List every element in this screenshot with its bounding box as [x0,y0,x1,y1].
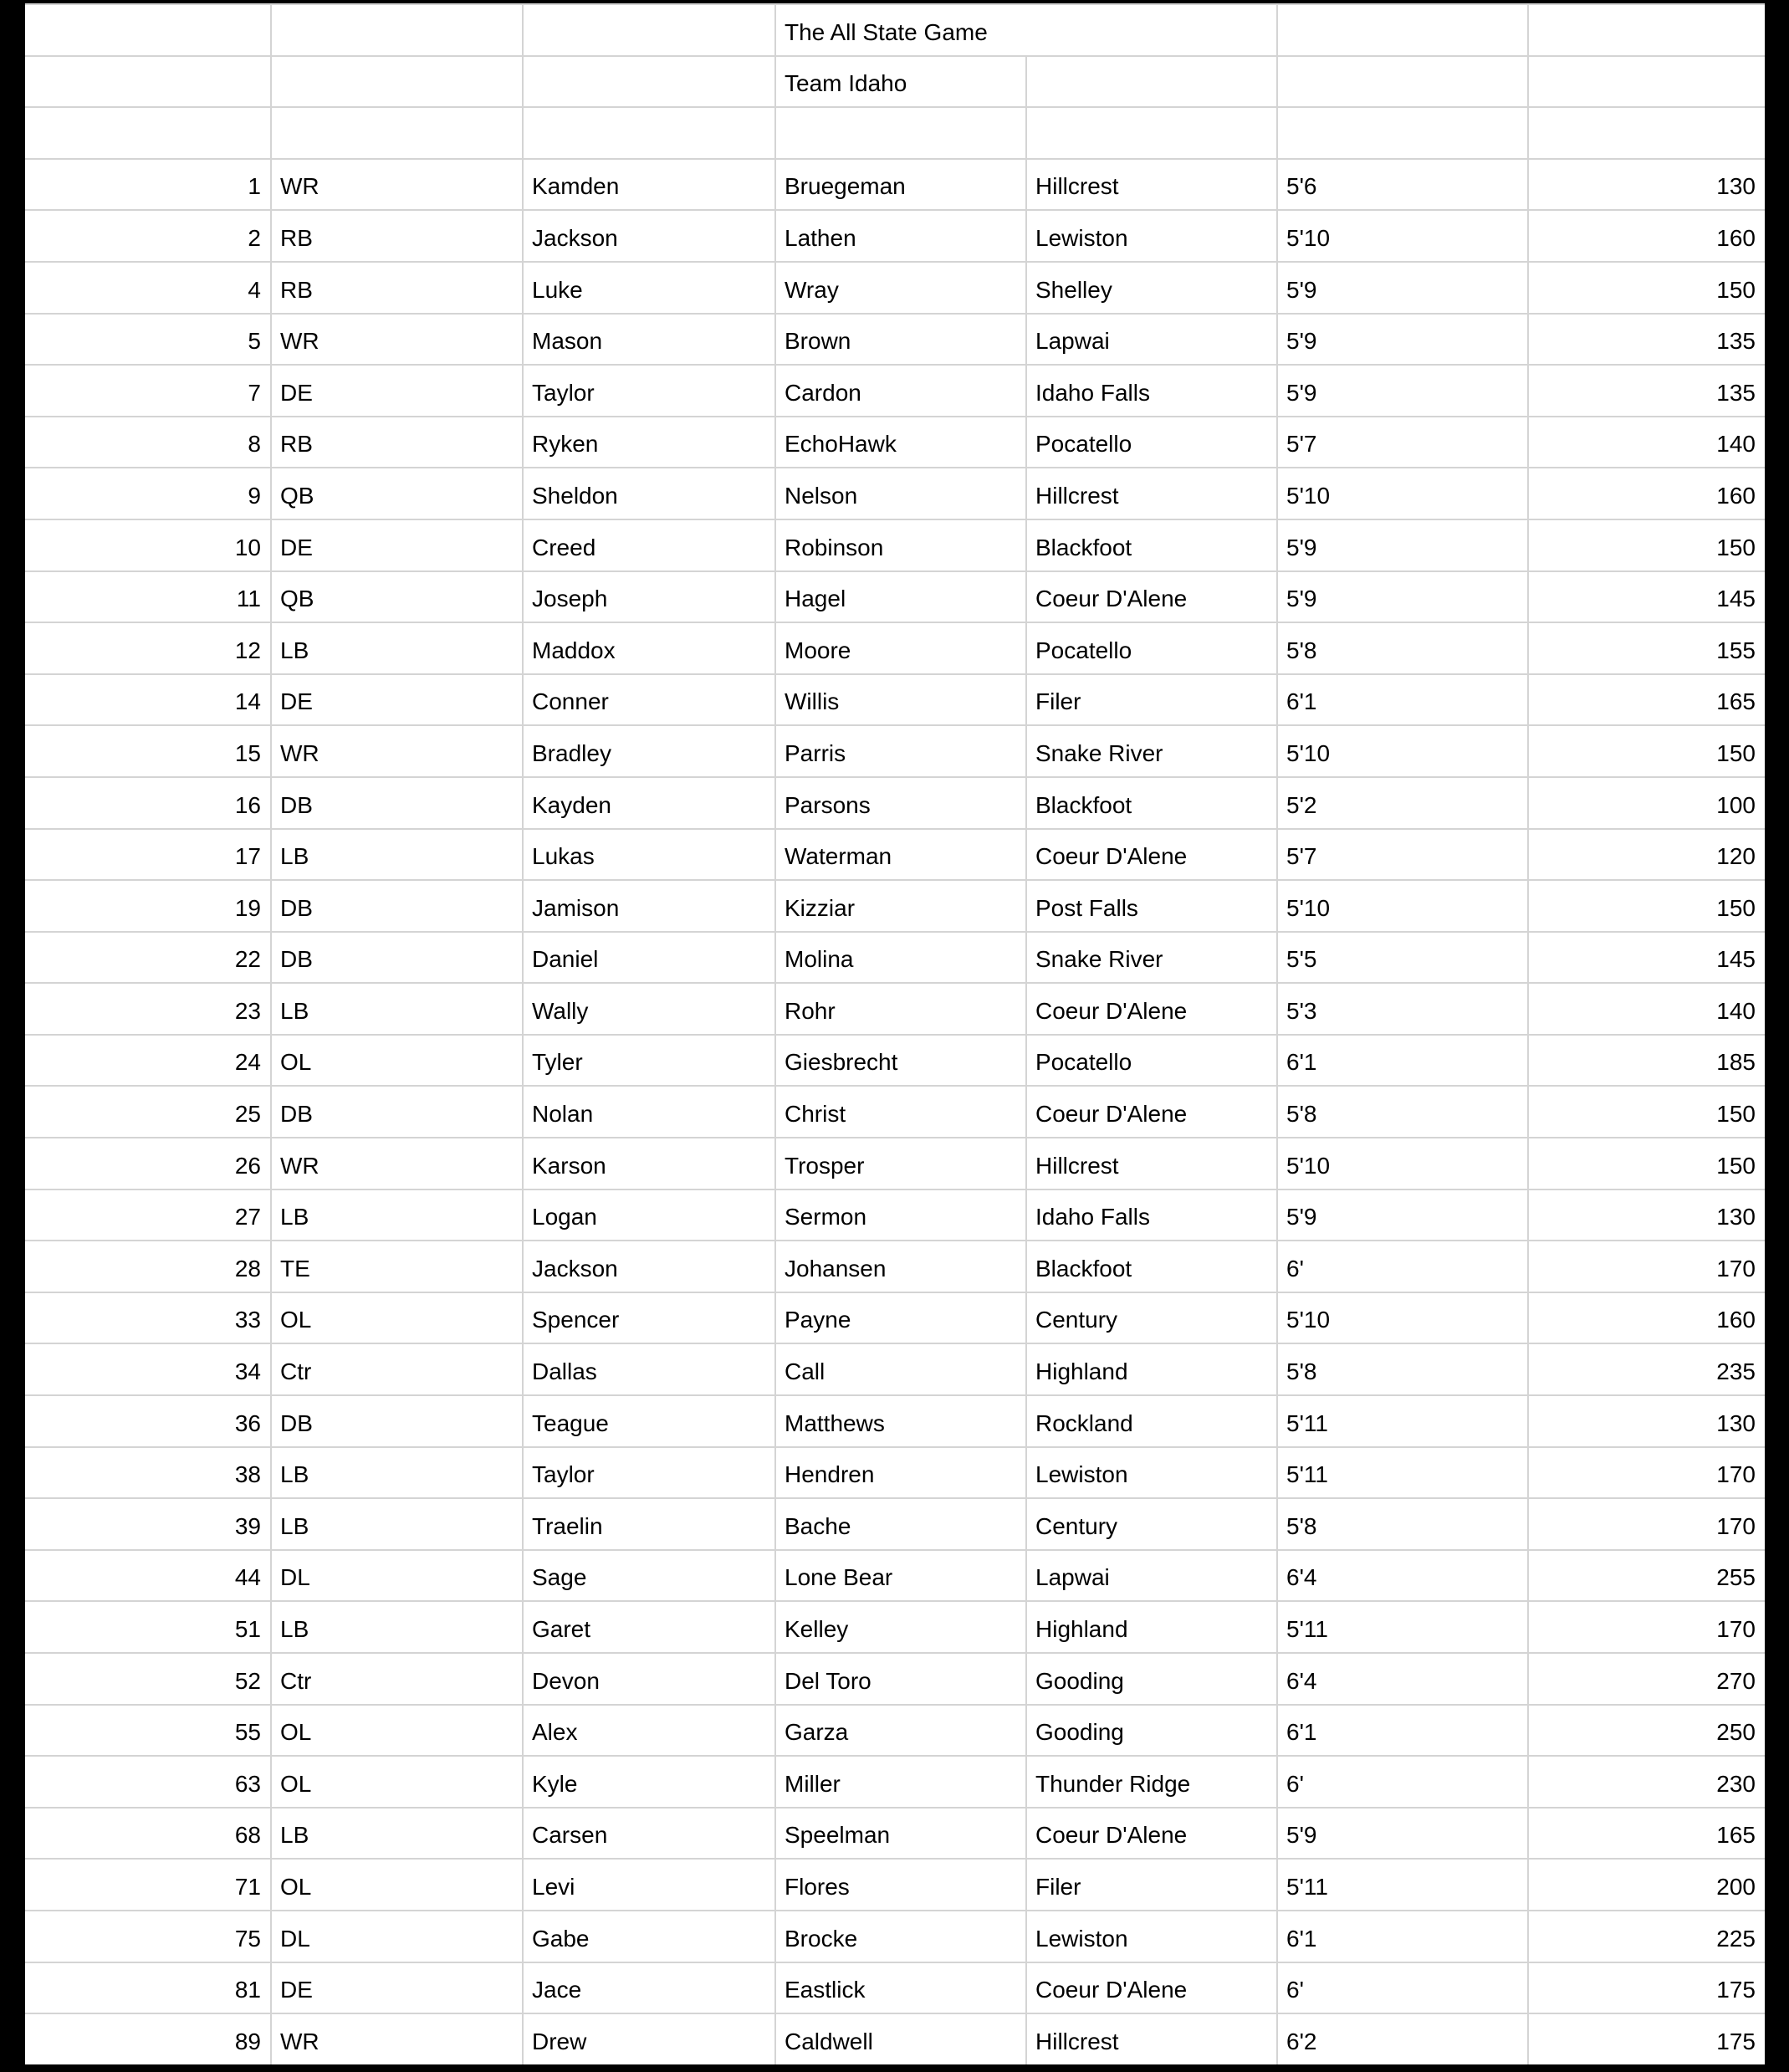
cell-weight[interactable]: 160 [1529,468,1765,519]
cell-height[interactable]: 5'10 [1278,1138,1527,1189]
cell-weight[interactable]: 165 [1529,1809,1765,1859]
cell-height[interactable]: 5'9 [1278,366,1527,416]
cell-last-name[interactable]: Sermon [776,1190,1025,1241]
cell-first-name[interactable]: Gabe [524,1911,774,1962]
cell-height[interactable]: 5'9 [1278,315,1527,365]
cell-last-name[interactable]: Parsons [776,778,1025,828]
cell-weight[interactable]: 235 [1529,1344,1765,1394]
empty-cell[interactable] [776,108,1025,158]
cell-school[interactable]: Coeur D'Alene [1027,830,1276,880]
cell-weight[interactable]: 145 [1529,933,1765,983]
empty-cell[interactable] [25,108,270,158]
empty-cell[interactable] [1027,57,1276,107]
cell-position[interactable]: LB [272,1190,522,1241]
cell-weight[interactable]: 155 [1529,623,1765,673]
cell-first-name[interactable]: Alex [524,1706,774,1756]
cell-school[interactable]: Gooding [1027,1706,1276,1756]
cell-school[interactable]: Hillcrest [1027,468,1276,519]
cell-height[interactable]: 5'9 [1278,1190,1527,1241]
empty-cell[interactable] [272,108,522,158]
cell-weight[interactable]: 175 [1529,2014,1765,2064]
cell-last-name[interactable]: Kizziar [776,881,1025,931]
cell-school[interactable]: Snake River [1027,726,1276,776]
cell-height[interactable]: 5'3 [1278,984,1527,1034]
cell-number[interactable]: 11 [25,572,270,622]
cell-last-name[interactable]: EchoHawk [776,417,1025,468]
cell-height[interactable]: 5'8 [1278,1344,1527,1394]
cell-first-name[interactable]: Conner [524,675,774,725]
cell-position[interactable]: WR [272,726,522,776]
cell-first-name[interactable]: Traelin [524,1499,774,1549]
cell-school[interactable]: Snake River [1027,933,1276,983]
cell-weight[interactable]: 130 [1529,1190,1765,1241]
cell-weight[interactable]: 120 [1529,830,1765,880]
cell-height[interactable]: 6'4 [1278,1654,1527,1704]
cell-position[interactable]: TE [272,1241,522,1292]
cell-last-name[interactable]: Caldwell [776,2014,1025,2064]
cell-number[interactable]: 12 [25,623,270,673]
cell-position[interactable]: DB [272,1087,522,1137]
cell-number[interactable]: 5 [25,315,270,365]
cell-school[interactable]: Highland [1027,1344,1276,1394]
cell-last-name[interactable]: Willis [776,675,1025,725]
cell-weight[interactable]: 140 [1529,984,1765,1034]
cell-position[interactable]: DE [272,675,522,725]
spreadsheet [25,3,1765,2064]
cell-school[interactable]: Lapwai [1027,315,1276,365]
cell-first-name[interactable]: Joseph [524,572,774,622]
empty-cell[interactable] [1529,108,1765,158]
empty-cell[interactable] [1027,108,1276,158]
cell-last-name[interactable]: Nelson [776,468,1025,519]
cell-number[interactable]: 10 [25,520,270,570]
cell-position[interactable]: LB [272,984,522,1034]
cell-last-name[interactable]: Payne [776,1293,1025,1343]
cell-weight[interactable]: 200 [1529,1860,1765,1910]
cell-height[interactable]: 6' [1278,1963,1527,2013]
cell-weight[interactable]: 150 [1529,263,1765,313]
empty-cell[interactable] [1529,5,1765,55]
cell-first-name[interactable]: Drew [524,2014,774,2064]
cell-last-name[interactable]: Parris [776,726,1025,776]
cell-first-name[interactable]: Luke [524,263,774,313]
cell-number[interactable]: 1 [25,160,270,210]
cell-number[interactable]: 4 [25,263,270,313]
cell-last-name[interactable]: Brocke [776,1911,1025,1962]
cell-school[interactable]: Hillcrest [1027,160,1276,210]
cell-school[interactable]: Coeur D'Alene [1027,1087,1276,1137]
cell-first-name[interactable]: Garet [524,1602,774,1652]
cell-weight[interactable]: 150 [1529,881,1765,931]
empty-cell[interactable] [524,57,774,107]
cell-position[interactable]: Ctr [272,1654,522,1704]
cell-school[interactable]: Thunder Ridge [1027,1757,1276,1807]
cell-school[interactable]: Idaho Falls [1027,366,1276,416]
cell-school[interactable]: Shelley [1027,263,1276,313]
cell-last-name[interactable]: Brown [776,315,1025,365]
cell-number[interactable]: 16 [25,778,270,828]
cell-number[interactable]: 63 [25,1757,270,1807]
cell-number[interactable]: 34 [25,1344,270,1394]
cell-height[interactable]: 6'1 [1278,675,1527,725]
cell-first-name[interactable]: Taylor [524,366,774,416]
cell-height[interactable]: 6'4 [1278,1551,1527,1601]
cell-number[interactable]: 2 [25,211,270,261]
cell-weight[interactable]: 130 [1529,160,1765,210]
empty-cell[interactable] [25,5,270,55]
cell-weight[interactable]: 135 [1529,315,1765,365]
cell-position[interactable]: WR [272,1138,522,1189]
cell-first-name[interactable]: Lukas [524,830,774,880]
spreadsheet-grid [25,3,1765,2064]
cell-position[interactable]: DL [272,1911,522,1962]
cell-first-name[interactable]: Jackson [524,211,774,261]
cell-height[interactable]: 5'10 [1278,468,1527,519]
cell-weight[interactable]: 145 [1529,572,1765,622]
cell-last-name[interactable]: Matthews [776,1396,1025,1446]
cell-first-name[interactable]: Jackson [524,1241,774,1292]
cell-position[interactable]: DB [272,881,522,931]
cell-number[interactable]: 75 [25,1911,270,1962]
cell-last-name[interactable]: Kelley [776,1602,1025,1652]
cell-weight[interactable]: 270 [1529,1654,1765,1704]
cell-weight[interactable]: 150 [1529,726,1765,776]
cell-height[interactable]: 5'2 [1278,778,1527,828]
cell-height[interactable]: 6'1 [1278,1036,1527,1086]
cell-school[interactable]: Rockland [1027,1396,1276,1446]
cell-height[interactable]: 5'8 [1278,1499,1527,1549]
cell-last-name[interactable]: Flores [776,1860,1025,1910]
empty-cell[interactable] [1278,5,1527,55]
sheet-title-cell[interactable]: The All State Game [776,5,1276,55]
cell-last-name[interactable]: Rohr [776,984,1025,1034]
cell-number[interactable]: 15 [25,726,270,776]
cell-last-name[interactable]: Bache [776,1499,1025,1549]
cell-weight[interactable]: 170 [1529,1241,1765,1292]
cell-height[interactable]: 5'11 [1278,1602,1527,1652]
cell-first-name[interactable]: Maddox [524,623,774,673]
cell-last-name[interactable]: Eastlick [776,1963,1025,2013]
cell-number[interactable]: 17 [25,830,270,880]
empty-cell[interactable] [1529,57,1765,107]
cell-position[interactable]: WR [272,160,522,210]
cell-height[interactable]: 6'2 [1278,2014,1527,2064]
cell-weight[interactable]: 160 [1529,211,1765,261]
cell-weight[interactable]: 230 [1529,1757,1765,1807]
cell-number[interactable]: 9 [25,468,270,519]
cell-last-name[interactable]: Speelman [776,1809,1025,1859]
cell-height[interactable]: 6'1 [1278,1706,1527,1756]
cell-last-name[interactable]: Christ [776,1087,1025,1137]
cell-number[interactable]: 55 [25,1706,270,1756]
cell-height[interactable]: 5'8 [1278,623,1527,673]
cell-last-name[interactable]: Hendren [776,1448,1025,1498]
cell-first-name[interactable]: Teague [524,1396,774,1446]
cell-position[interactable]: Ctr [272,1344,522,1394]
cell-position[interactable]: DE [272,366,522,416]
cell-first-name[interactable]: Creed [524,520,774,570]
cell-school[interactable]: Pocatello [1027,417,1276,468]
cell-weight[interactable]: 170 [1529,1499,1765,1549]
cell-number[interactable]: 7 [25,366,270,416]
cell-position[interactable]: DB [272,778,522,828]
cell-height[interactable]: 5'11 [1278,1860,1527,1910]
cell-first-name[interactable]: Spencer [524,1293,774,1343]
cell-last-name[interactable]: Molina [776,933,1025,983]
cell-first-name[interactable]: Dallas [524,1344,774,1394]
cell-position[interactable]: LB [272,1499,522,1549]
cell-weight[interactable]: 185 [1529,1036,1765,1086]
cell-height[interactable]: 5'7 [1278,830,1527,880]
cell-position[interactable]: QB [272,572,522,622]
cell-first-name[interactable]: Taylor [524,1448,774,1498]
cell-first-name[interactable]: Levi [524,1860,774,1910]
cell-weight[interactable]: 135 [1529,366,1765,416]
cell-number[interactable]: 81 [25,1963,270,2013]
cell-position[interactable]: WR [272,2014,522,2064]
cell-number[interactable]: 52 [25,1654,270,1704]
cell-last-name[interactable]: Wray [776,263,1025,313]
cell-first-name[interactable]: Tyler [524,1036,774,1086]
cell-school[interactable]: Highland [1027,1602,1276,1652]
cell-height[interactable]: 5'5 [1278,933,1527,983]
cell-position[interactable]: RB [272,211,522,261]
cell-first-name[interactable]: Devon [524,1654,774,1704]
cell-weight[interactable]: 100 [1529,778,1765,828]
cell-last-name[interactable]: Lone Bear [776,1551,1025,1601]
cell-school[interactable]: Pocatello [1027,623,1276,673]
cell-school[interactable]: Blackfoot [1027,1241,1276,1292]
cell-position[interactable]: OL [272,1757,522,1807]
cell-school[interactable]: Lewiston [1027,1911,1276,1962]
cell-number[interactable]: 39 [25,1499,270,1549]
cell-first-name[interactable]: Kamden [524,160,774,210]
cell-last-name[interactable]: Johansen [776,1241,1025,1292]
cell-school[interactable]: Coeur D'Alene [1027,984,1276,1034]
empty-cell[interactable] [272,57,522,107]
cell-number[interactable]: 71 [25,1860,270,1910]
cell-weight[interactable]: 150 [1529,520,1765,570]
cell-first-name[interactable]: Daniel [524,933,774,983]
empty-cell[interactable] [1278,108,1527,158]
cell-first-name[interactable]: Karson [524,1138,774,1189]
cell-number[interactable]: 14 [25,675,270,725]
cell-number[interactable]: 23 [25,984,270,1034]
cell-first-name[interactable]: Carsen [524,1809,774,1859]
cell-last-name[interactable]: Cardon [776,366,1025,416]
cell-last-name[interactable]: Lathen [776,211,1025,261]
cell-school[interactable]: Century [1027,1293,1276,1343]
cell-number[interactable]: 51 [25,1602,270,1652]
empty-cell[interactable] [25,57,270,107]
cell-height[interactable]: 5'9 [1278,572,1527,622]
cell-weight[interactable]: 150 [1529,1087,1765,1137]
cell-school[interactable]: Filer [1027,1860,1276,1910]
cell-first-name[interactable]: Sheldon [524,468,774,519]
cell-number[interactable]: 22 [25,933,270,983]
cell-number[interactable]: 24 [25,1036,270,1086]
cell-weight[interactable]: 160 [1529,1293,1765,1343]
cell-height[interactable]: 5'10 [1278,211,1527,261]
cell-school[interactable]: Filer [1027,675,1276,725]
cell-position[interactable]: LB [272,1448,522,1498]
cell-height[interactable]: 5'10 [1278,881,1527,931]
cell-school[interactable]: Coeur D'Alene [1027,572,1276,622]
cell-position[interactable]: DB [272,1396,522,1446]
cell-height[interactable]: 5'7 [1278,417,1527,468]
cell-position[interactable]: RB [272,417,522,468]
cell-weight[interactable]: 150 [1529,1138,1765,1189]
cell-position[interactable]: OL [272,1036,522,1086]
empty-cell[interactable] [272,5,522,55]
cell-last-name[interactable]: Del Toro [776,1654,1025,1704]
cell-height[interactable]: 5'11 [1278,1396,1527,1446]
cell-school[interactable]: Lapwai [1027,1551,1276,1601]
cell-last-name[interactable]: Miller [776,1757,1025,1807]
cell-last-name[interactable]: Giesbrecht [776,1036,1025,1086]
cell-first-name[interactable]: Logan [524,1190,774,1241]
cell-school[interactable]: Lewiston [1027,1448,1276,1498]
cell-height[interactable]: 5'10 [1278,726,1527,776]
cell-school[interactable]: Hillcrest [1027,1138,1276,1189]
cell-position[interactable]: DB [272,933,522,983]
cell-number[interactable]: 27 [25,1190,270,1241]
cell-number[interactable]: 89 [25,2014,270,2064]
cell-position[interactable]: LB [272,830,522,880]
cell-first-name[interactable]: Wally [524,984,774,1034]
cell-last-name[interactable]: Garza [776,1706,1025,1756]
empty-cell[interactable] [524,5,774,55]
sheet-subtitle-cell[interactable]: Team Idaho [776,57,1025,107]
cell-position[interactable]: OL [272,1860,522,1910]
cell-school[interactable]: Blackfoot [1027,778,1276,828]
empty-cell[interactable] [524,108,774,158]
cell-number[interactable]: 28 [25,1241,270,1292]
cell-last-name[interactable]: Moore [776,623,1025,673]
cell-first-name[interactable]: Bradley [524,726,774,776]
cell-height[interactable]: 5'11 [1278,1448,1527,1498]
cell-school[interactable]: Century [1027,1499,1276,1549]
empty-cell[interactable] [1278,57,1527,107]
cell-position[interactable]: DE [272,1963,522,2013]
cell-height[interactable]: 5'8 [1278,1087,1527,1137]
cell-school[interactable]: Lewiston [1027,211,1276,261]
cell-height[interactable]: 6' [1278,1757,1527,1807]
cell-first-name[interactable]: Jace [524,1963,774,2013]
cell-school[interactable]: Pocatello [1027,1036,1276,1086]
cell-school[interactable]: Post Falls [1027,881,1276,931]
cell-number[interactable]: 68 [25,1809,270,1859]
cell-school[interactable]: Blackfoot [1027,520,1276,570]
cell-school[interactable]: Gooding [1027,1654,1276,1704]
cell-position[interactable]: OL [272,1706,522,1756]
cell-school[interactable]: Hillcrest [1027,2014,1276,2064]
cell-first-name[interactable]: Sage [524,1551,774,1601]
cell-weight[interactable]: 140 [1529,417,1765,468]
cell-last-name[interactable]: Waterman [776,830,1025,880]
cell-number[interactable]: 8 [25,417,270,468]
cell-height[interactable]: 5'9 [1278,1809,1527,1859]
cell-last-name[interactable]: Bruegeman [776,160,1025,210]
cell-weight[interactable]: 175 [1529,1963,1765,2013]
cell-position[interactable]: DE [272,520,522,570]
cell-first-name[interactable]: Kayden [524,778,774,828]
cell-number[interactable]: 25 [25,1087,270,1137]
cell-weight[interactable]: 225 [1529,1911,1765,1962]
cell-last-name[interactable]: Call [776,1344,1025,1394]
cell-weight[interactable]: 255 [1529,1551,1765,1601]
cell-height[interactable]: 5'10 [1278,1293,1527,1343]
cell-number[interactable]: 33 [25,1293,270,1343]
cell-first-name[interactable]: Mason [524,315,774,365]
cell-position[interactable]: LB [272,623,522,673]
cell-first-name[interactable]: Ryken [524,417,774,468]
cell-number[interactable]: 26 [25,1138,270,1189]
cell-number[interactable]: 38 [25,1448,270,1498]
cell-weight[interactable]: 170 [1529,1602,1765,1652]
cell-position[interactable]: WR [272,315,522,365]
cell-school[interactable]: Coeur D'Alene [1027,1809,1276,1859]
cell-weight[interactable]: 250 [1529,1706,1765,1756]
cell-weight[interactable]: 165 [1529,675,1765,725]
cell-first-name[interactable]: Kyle [524,1757,774,1807]
cell-first-name[interactable]: Jamison [524,881,774,931]
cell-weight[interactable]: 170 [1529,1448,1765,1498]
cell-school[interactable]: Coeur D'Alene [1027,1963,1276,2013]
cell-position[interactable]: LB [272,1809,522,1859]
cell-last-name[interactable]: Trosper [776,1138,1025,1189]
cell-number[interactable]: 19 [25,881,270,931]
cell-number[interactable]: 44 [25,1551,270,1601]
cell-height[interactable]: 6' [1278,1241,1527,1292]
cell-last-name[interactable]: Robinson [776,520,1025,570]
cell-weight[interactable]: 130 [1529,1396,1765,1446]
cell-position[interactable]: RB [272,263,522,313]
cell-school[interactable]: Idaho Falls [1027,1190,1276,1241]
cell-position[interactable]: LB [272,1602,522,1652]
cell-height[interactable]: 5'9 [1278,520,1527,570]
cell-last-name[interactable]: Hagel [776,572,1025,622]
cell-height[interactable]: 5'9 [1278,263,1527,313]
cell-position[interactable]: DL [272,1551,522,1601]
cell-number[interactable]: 36 [25,1396,270,1446]
cell-first-name[interactable]: Nolan [524,1087,774,1137]
cell-height[interactable]: 6'1 [1278,1911,1527,1962]
cell-position[interactable]: QB [272,468,522,519]
cell-position[interactable]: OL [272,1293,522,1343]
cell-height[interactable]: 5'6 [1278,160,1527,210]
